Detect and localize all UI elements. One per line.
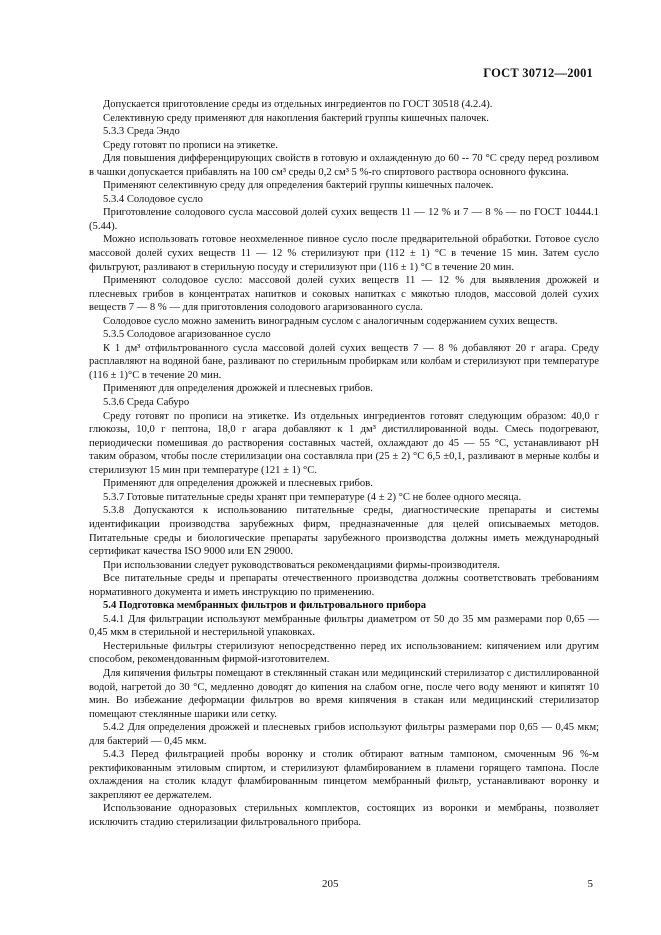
paragraph: Для кипячения фильтры помещают в стеклянный стакан или медицинский стерилизатор с дистиллированной водой, нагретой до 30 °С, медленно доводят до кипения на слабом огне, после чего воду меняют и кипятят 10 мин. Во избежание деформации фильтров во время кипячения в стакан или медицинский стерилизатор помещают стеклянные шарики или сетку. xyxy=(89,667,599,720)
paragraph: К 1 дм³ отфильтрованного сусла массовой долей сухих веществ 7 — 8 % добавляют 20 г агара. Среду расплавляют на водяной бане, разливают по стерильным пробиркам или колбам и стерилизуют при температуре (116 ± 1)°С в течение 20 мин. xyxy=(89,342,599,381)
paragraph: Для повышения дифференцирующих свойств в готовую и охлажденную до 60 -- 70 °С среду перед розливом в чашки допускается прибавлять на 100 см³ среды 0,2 см³ 5 %-го спиртового раствора основного фуксина. xyxy=(89,153,599,178)
page-number: 205 xyxy=(322,878,339,890)
section-heading: 5.4 Подготовка мембранных фильтров и фильтровального прибора xyxy=(103,600,427,612)
paragraph: Допускается приготовление среды из отдельных ингредиентов по ГОСТ 30518 (4.2.4). xyxy=(103,99,493,110)
paragraph: Применяют для определения дрожжей и плесневых грибов. xyxy=(103,383,373,395)
paragraph: 5.3.5 Солодовое агаризованное сусло xyxy=(103,329,271,341)
document-body xyxy=(89,98,599,830)
paragraph: Применяют для определения дрожжей и плесневых грибов. xyxy=(103,478,373,490)
paragraph: Среду готовят по прописи на этикетке. xyxy=(103,139,278,151)
paragraph: Нестерильные фильтры стерилизуют непосредственно перед их использованием: кипячением или другим способом, рекомендованным фирмой-изготовителем. xyxy=(89,640,599,666)
paragraph: 5.3.8 Допускаются к использованию питательные среды, диагностические препараты и системы идентификации производства зарубежных фирм, предназначенные для целей описываемых методов. Питательные среды и биологические препараты зарубежного производства должны иметь международный сертификат качества ISO 9000 или EN 29000. xyxy=(89,505,599,558)
paragraph: При использовании следует руководствоваться рекомендациями фирмы-производителя. xyxy=(103,559,500,571)
sheet-number: 5 xyxy=(587,878,593,890)
paragraph: Применяют селективную среду для определения бактерий группы кишечных палочек. xyxy=(103,180,494,192)
paragraph: 5.4.3 Перед фильтрацией пробы воронку и столик обтирают ватным тампоном, смоченным 96 %-м ректификованным этиловым спиртом, и стерилизуют фламбированием в пламени горящего тампона. После охлаждения на столик кладут фламбированным пинцетом мембранный фильтр, устанавливают воронку и закрепляют ее держателем. xyxy=(89,749,599,801)
paragraph: Солодовое сусло можно заменить виноградным суслом с аналогичным содержанием сухих веществ. xyxy=(103,315,558,327)
paragraph: 5.4.2 Для определения дрожжей и плесневых грибов используют фильтры размерами пор 0,65 — 0,45 мкм; для бактерий — 0,45 мкм. xyxy=(89,722,599,747)
paragraph: Применяют солодовое сусло: массовой долей сухих веществ 11 — 12 % для выявления дрожжей и плесневых грибов в концентратах напитков и соковых напитках с мякотью плодов, массовой долей сухих веществ 7 — 8 % — для приготовления солодового агаризованного сусла. xyxy=(89,275,599,314)
paragraph: 5.3.6 Среда Сабуро xyxy=(103,397,190,409)
paragraph: 5.3.3 Среда Эндо xyxy=(103,126,180,138)
paragraph: Приготовление солодового сусла массовой долей сухих веществ 11 — 12 % и 7 — 8 % — по ГОСТ 10444.1 (5.44). xyxy=(89,207,599,232)
paragraph: 5.4.1 Для фильтрации используют мембранные фильтры диаметром от 50 до 35 мм размерами пор 0,65 — 0,45 мкм в стерильной и нестерильной упаковках. xyxy=(89,613,599,639)
paragraph: 5.3.7 Готовые питательные среды хранят при температуре (4 ± 2) °С не более одного месяца. xyxy=(103,491,522,503)
paragraph: Использование одноразовых стерильных комплектов, состоящих из воронки и мембраны, позволяет исключить стадию стерилизации фильтровального прибора. xyxy=(89,803,599,828)
paragraph: Все питательные среды и препараты отечественного производства должны соответствовать требованиям нормативного документа и иметь инструкцию по применению. xyxy=(89,573,599,598)
paragraph: Селективную среду применяют для накопления бактерий группы кишечных палочек. xyxy=(103,112,489,124)
paragraph: 5.3.4 Солодовое сусло xyxy=(103,193,203,205)
document-code-header: ГОСТ 30712—2001 xyxy=(483,66,593,80)
paragraph: Среду готовят по прописи на этикетке. Из отдельных ингредиентов готовят следующим образом: 40,0 г глюкозы, 10,0 г пептона, 18,0 г агара добавляют к 1 дм³ дистиллированной воды. Смесь подогревают, периодически помешивая до растворения составных частей, охлаждают до 45 — 55 °С, устанавливают рН таким образом, чтобы после стерилизации она составляла при (25 ± 2) °С 6,5 ±0,1, разливают в мерные колбы и стерилизуют 15 мин при температуре (121 ± 1) °С. xyxy=(89,410,599,476)
paragraph: Можно использовать готовое неохмеленное пивное сусло после предварительной обработки. Готовое сусло массовой долей сухих веществ 11 — 12 % стерилизуют при (112 ± 1) °С в течение 15 мин. Затем сусло фильтруют, разливают в стерильную посуду и стерилизуют при (116 ± 1) °С в течение 20 мин. xyxy=(89,234,599,273)
